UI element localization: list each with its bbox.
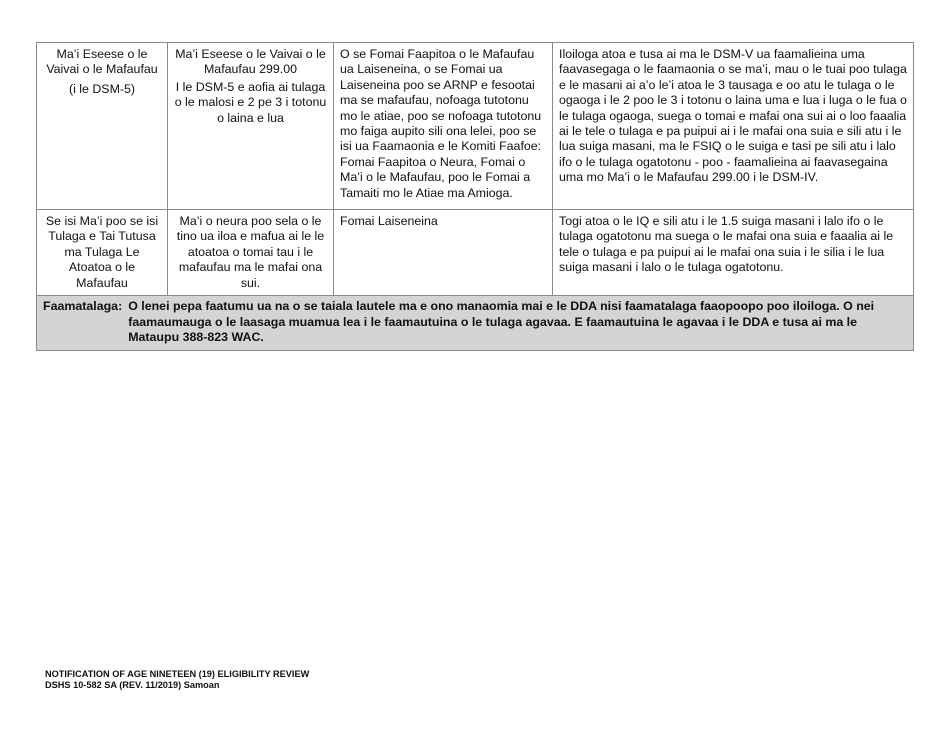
evidence-cell: Togi atoa o le IQ e sili atu i le 1.5 suiga masani i lalo ifo o le tulaga ogatotonu ma suega o le mafai ona suia e faaalia ai le tele o tulaga e pa puipui ai le mafai ona suia i le silia i le lua suiga masani i lalo o le tulaga ogatotonu. bbox=[553, 210, 914, 296]
diagnosis-cell: Ma’i o neura poo sela o le tino ua iloa e mafua ai le le atoatoa o tomai tau i le mafaufau ma le mafai ona sui. bbox=[168, 210, 334, 296]
condition-cell bbox=[37, 43, 168, 210]
note-cell bbox=[37, 296, 914, 351]
evidence-cell: Iloiloga atoa e tusa ai ma le DSM-V ua faamalieina uma faavasegaga o le faamaonia o se ma’i, mau o le tuai poo tulaga e le masani ai a’o le’i atoa le 3 tausaga e oo atu le tulaga o le ogaoga i le 2 poo le 3 i totonu o laina uma e lua i luga o le fua o le tulaga ogaoga, suega o tomai e mafai ona sui ai o loo faaalia ai le tele o tulaga e pa puipui ai i le mafai ona suia e sili atu i le lua suiga masani, ma le FSIQ o le suiga e tasi pe sili atu i lalo ifo o le tulaga ogatotonu - poo - faamalieina ai faavasegaina uma mo Ma’i o le Mafaufau 299.00 i le DSM-IV. bbox=[553, 43, 914, 210]
condition-note: (i le DSM-5) bbox=[68, 81, 136, 96]
provider-cell: Fomai Laiseneina bbox=[334, 210, 553, 296]
eligibility-criteria-table bbox=[36, 42, 914, 351]
diagnosis-cell bbox=[168, 43, 334, 210]
condition-name: Ma’i Eseese o le Vaivai o le Mafaufau bbox=[46, 47, 158, 77]
note-label: Faamatalaga: bbox=[43, 299, 123, 314]
table-row bbox=[37, 210, 914, 296]
table-row bbox=[37, 43, 914, 210]
form-footer bbox=[45, 669, 309, 691]
diagnosis-name: Ma’i Eseese o le Vaivai o le Mafaufau 299.00 bbox=[175, 47, 326, 77]
diagnosis-note: I le DSM-5 e aofia ai tulaga o le malosi e 2 pe 3 i totonu o laina e lua bbox=[174, 79, 327, 125]
form-title: NOTIFICATION OF AGE NINETEEN (19) ELIGIBILITY REVIEW bbox=[45, 669, 310, 679]
condition-cell: Se isi Ma’i poo se isi Tulaga e Tai Tutusa ma Tulaga Le Atoatoa o le Mafaufau bbox=[37, 210, 168, 296]
note-row bbox=[37, 296, 914, 351]
note-text: O lenei pepa faatumu ua na o se taiala lautele ma e ono manaomia mai e le DDA nisi faamatalaga faaopoopo poo iloiloga. O nei faamaumauga o le laasaga muamua lea i le faamautuina o le tulaga agavaa. E faamautuina le agavaa i le DDA e tusa ai ma le Mataupu 388-823 WAC. bbox=[128, 299, 875, 345]
form-number: DSHS 10-582 SA (REV. 11/2019) Samoan bbox=[45, 680, 220, 690]
provider-cell: O se Fomai Faapitoa o le Mafaufau ua Laiseneina, o se Fomai ua Laiseneina poo se ARNP e fesootai ma se mafaufau, nofoaga tutotonu mo le atiae, poo se nofoaga tutotonu mo faiga aupito sili ona lelei, poo se isi ua Faamaonia e le Komiti Faafoe: Fomai Faapitoa o Neura, Fomai o Ma’i o le Mafaufau, poo le Fomai a Tamaiti mo le Atiae ma Amioga. bbox=[334, 43, 553, 210]
